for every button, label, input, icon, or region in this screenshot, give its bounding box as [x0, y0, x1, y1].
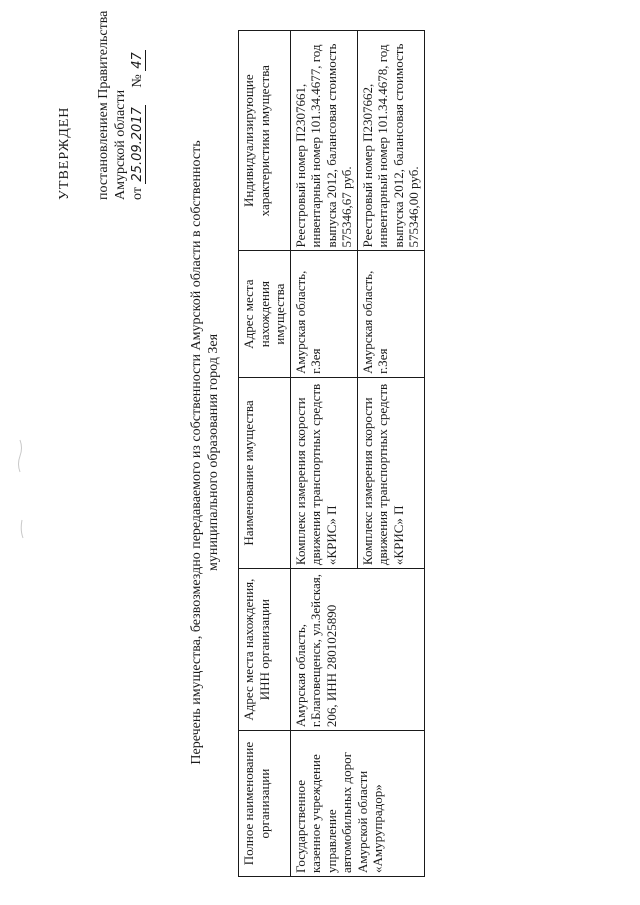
title-line-2: муниципального образования город Зея	[206, 333, 221, 572]
header-property-address: Адрес места нахождения имущества	[239, 251, 291, 377]
property-name-cell: Комплекс измерения скорости движения транспортных средств «КРИС» П	[290, 377, 357, 568]
title-line-1: Перечень имущества, безвозмездно передаваемого из собственности Амурской области в собственность	[189, 140, 204, 765]
table-header-row	[239, 31, 291, 877]
org-name-cell: Государственное казенное учреждение управление автомобильных дорог Амурской области «Амурупрадор»	[290, 731, 424, 877]
header-property-name: Наименование имущества	[239, 377, 291, 568]
property-name-cell: Комплекс измерения скорости движения транспортных средств «КРИС» П	[357, 377, 424, 568]
date-prefix: от	[130, 187, 145, 200]
property-address-cell: Амурская область, г.Зея	[290, 251, 357, 377]
table-row	[290, 31, 357, 877]
approval-line-1: постановлением Правительства	[96, 10, 111, 200]
property-table	[238, 30, 425, 877]
org-address-cell: Амурская область, г.Благовещенск, ул.Зейская, 206, ИНН 2801025890	[290, 569, 424, 731]
property-address-cell: Амурская область, г.Зея	[357, 251, 424, 377]
handwritten-number: 47	[130, 52, 145, 69]
property-details-cell: Реестровый номер П2307661, инвентарный номер 101.34.4677, год выпуска 2012, балансовая стоимость 575346,67 руб.	[290, 31, 357, 251]
number-prefix: №	[130, 74, 145, 88]
approval-block	[56, 10, 146, 200]
header-org-name: Полное наименование организации	[239, 731, 291, 877]
handwritten-date: 25.09.2017	[130, 107, 145, 182]
approval-date-line	[129, 10, 146, 200]
header-org-address: Адрес места нахождения, ИНН организации	[239, 569, 291, 731]
margin-pencil-marks	[0, 0, 40, 905]
header-property-details: Индивидуализирующие характеристики имущества	[239, 31, 291, 251]
document-title	[188, 15, 222, 890]
approval-line-2: Амурской области	[113, 89, 128, 200]
approval-heading: УТВЕРЖДЕН	[57, 106, 72, 200]
property-details-cell: Реестровый номер П2307662, инвентарный номер 101.34.4678, год выпуска 2012, балансовая стоимость 575346,00 руб.	[357, 31, 424, 251]
